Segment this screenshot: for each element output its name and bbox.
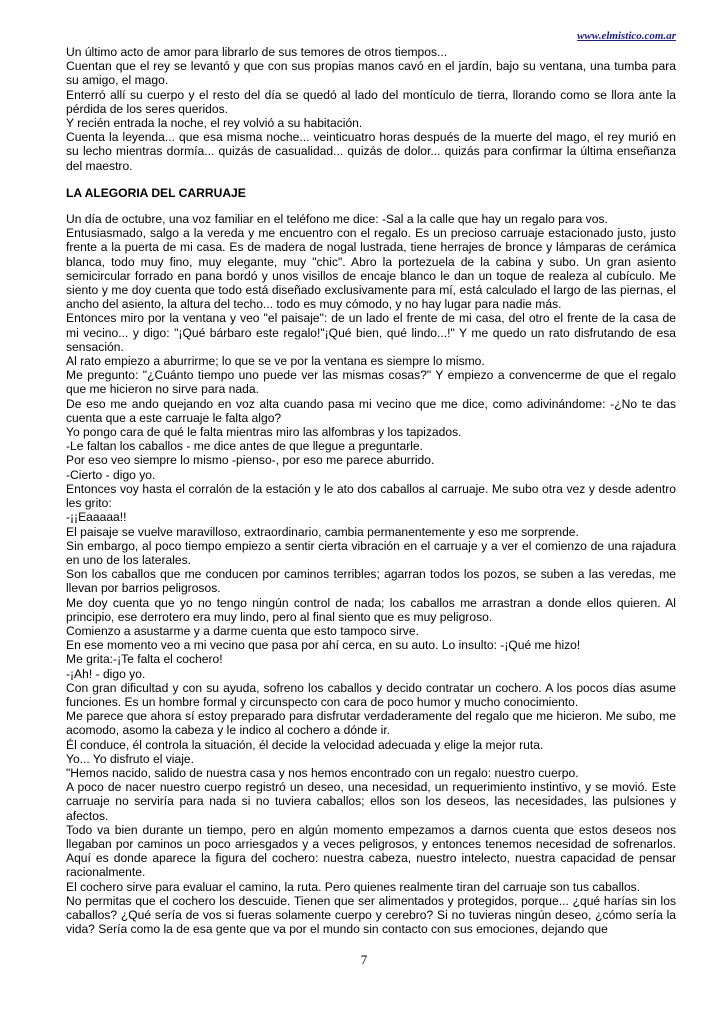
- paragraph: Me doy cuenta que yo no tengo ningún control de nada; los caballos me arrastran a donde ellos quieren. Al principio, ese derrotero era muy lindo, pero al final siento que es muy peligroso.: [66, 595, 676, 624]
- paragraph: -¡Ah! - digo yo.: [66, 666, 146, 681]
- paragraph: El cochero sirve para evaluar el camino, la ruta. Pero quienes realmente tiran del carruaje son tus caballos.: [66, 879, 641, 894]
- paragraph: Me grita:-¡Te falta el cochero!: [66, 652, 223, 667]
- paragraph: Comienzo a asustarme y a darme cuenta que esto tampoco sirve.: [66, 623, 419, 638]
- site-url-link[interactable]: www.elmistico.com.ar: [577, 30, 676, 42]
- paragraph: Entusiasmado, salgo a la vereda y me encuentro con el regalo. Es un precioso carruaje estacionado justo, justo frente a la puerta de mi casa. Es de madera de nogal lustrada, tiene herrajes de bronce y lámparas de cerámica blanca, todo muy fino, muy elegante, muy "chic". Abro la portezuela de la cabina y subo. Un gran asiento semicircular forrado en pana bordó y unos visillos de encaje blanco le dan un toque de realeza al cubículo. Me siento y me doy cuenta que todo está diseñado exclusivamente para mí, está calculado el largo de las piernas, el ancho del asiento, la altura del techo... todo es muy cómodo, y no hay lugar para nadie más.: [66, 226, 676, 312]
- paragraph: Él conduce, él controla la situación, él decide la velocidad adecuada y elige la mejor ruta.: [66, 737, 544, 752]
- paragraph: Un día de octubre, una voz familiar en el teléfono me dice: -Sal a la calle que hay un regalo para vos.: [66, 212, 608, 227]
- paragraph: Son los caballos que me conducen por caminos terribles; agarran todos los pozos, se suben a las veredas, me llevan por barrios peligrosos.: [66, 567, 676, 596]
- paragraph: No permitas que el cochero los descuide. Tienen que ser alimentados y protegidos, porque... ¿qué harías sin los caballos? ¿Qué sería de vos si fueras solamente cuerpo y cerebro? Si no tuvieras ningún deseo, ¿cómo sería la vida? Sería como la de esa gente que va por el mundo sin contacto con sus emociones, dejando que: [66, 893, 676, 937]
- paragraph: En ese momento veo a mi vecino que pasa por ahí cerca, en su auto. Lo insulto: -¡Qué me hizo!: [66, 638, 581, 653]
- paragraph: -Le faltan los caballos - me dice antes de que llegue a preguntarle.: [66, 439, 423, 454]
- paragraph: Me parece que ahora sí estoy preparado para disfrutar verdaderamente del regalo que me hicieron. Me subo, me acomodo, asomo la cabeza y le indico al cochero a dónde ir.: [66, 709, 676, 738]
- paragraph: Por eso veo siempre lo mismo -pienso-, por eso me parece aburrido.: [66, 453, 435, 468]
- paragraph: De eso me ando quejando en voz alta cuando pasa mi vecino que me dice, como adivinándome: -¿No te das cuenta que a este carruaje le falta algo?: [66, 396, 676, 425]
- paragraph: El paisaje se vuelve maravilloso, extraordinario, cambia permanentemente y eso me sorprende.: [66, 524, 579, 539]
- paragraph: Sin embargo, al poco tiempo empiezo a sentir cierta vibración en el carruaje y a ver el comienzo de una rajadura en uno de los laterales.: [66, 538, 676, 567]
- paragraph: Enterró allí su cuerpo y el resto del día se quedó al lado del montículo de tierra, llorando como se llora ante la pérdida de los seres queridos.: [66, 87, 676, 116]
- paragraph: Al rato empiezo a aburrirme; lo que se ve por la ventana es siempre lo mismo.: [66, 354, 485, 369]
- paragraph: Yo pongo cara de qué le falta mientras miro las alfombras y los tapizados.: [66, 425, 462, 440]
- paragraph: Cuenta la leyenda... que esa misma noche... veinticuatro horas después de la muerte del mago, el rey murió en su lecho mientras dormía... quizás de casualidad... quizás de dolor... quizás para confirmar la última enseñanza del maestro.: [66, 130, 676, 173]
- paragraph: -¡¡Eaaaaa!!: [66, 510, 127, 525]
- paragraph: Con gran dificultad y con su ayuda, sofreno los caballos y decido contratar un cochero. A los pocos días asume funciones. Es un hombre formal y circunspecto con cara de poco humor y mucho conocimiento.: [66, 680, 676, 709]
- body-text: [66, 45, 676, 936]
- paragraph: Entonces voy hasta el corralón de la estación y le ato dos caballos al carruaje. Me subo otra vez y desde adentro les grito:: [66, 481, 676, 511]
- page-number: 7: [360, 952, 368, 967]
- paragraph: Entonces miro por la ventana y veo "el paisaje": de un lado el frente de mi casa, del otro el frente de la casa de mi vecino... y digo: "¡Qué bárbaro este regalo!"¡Qué bien, qué lindo...!" Y me quedo un rato disfrutando de esa sensación.: [66, 311, 676, 354]
- paragraph: Un último acto de amor para librarlo de sus temores de otros tiempos...: [66, 45, 448, 59]
- paragraph: Todo va bien durante un tiempo, pero en algún momento empezamos a darnos cuenta que estos deseos nos llegaban por caminos un poco arriesgados y a veces peligrosos, y entonces tenemos necesidad de sofrenarlos. Aquí es donde aparece la figura del cochero: nuestra cabeza, nuestro intelecto, nuestra capacidad de pensar racionalmente.: [66, 822, 676, 880]
- section-title: LA ALEGORIA DEL CARRUAJE: [66, 185, 246, 200]
- paragraph: A poco de nacer nuestro cuerpo registró un deseo, una necesidad, un requerimiento instintivo, y se movió. Este carruaje no serviría para nada si no tuviera caballos; ellos son los deseos, las necesidades, las pulsiones y afectos.: [66, 780, 676, 823]
- paragraph: "Hemos nacido, salido de nuestra casa y nos hemos encontrado con un regalo: nuestro cuerpo.: [66, 765, 579, 780]
- paragraph: -Cierto - digo yo.: [66, 467, 156, 482]
- paragraph: Me pregunto: "¿Cuánto tiempo uno puede ver las mismas cosas?" Y empiezo a convencerme de que el regalo que me hicieron no sirve para nada.: [66, 368, 676, 397]
- paragraph: Y recién entrada la noche, el rey volvió a su habitación.: [66, 116, 363, 131]
- paragraph: Cuentan que el rey se levantó y que con sus propias manos cavó en el jardín, bajo su ventana, una tumba para su amigo, el mago.: [66, 59, 676, 88]
- paragraph: Yo... Yo disfruto el viaje.: [66, 751, 194, 766]
